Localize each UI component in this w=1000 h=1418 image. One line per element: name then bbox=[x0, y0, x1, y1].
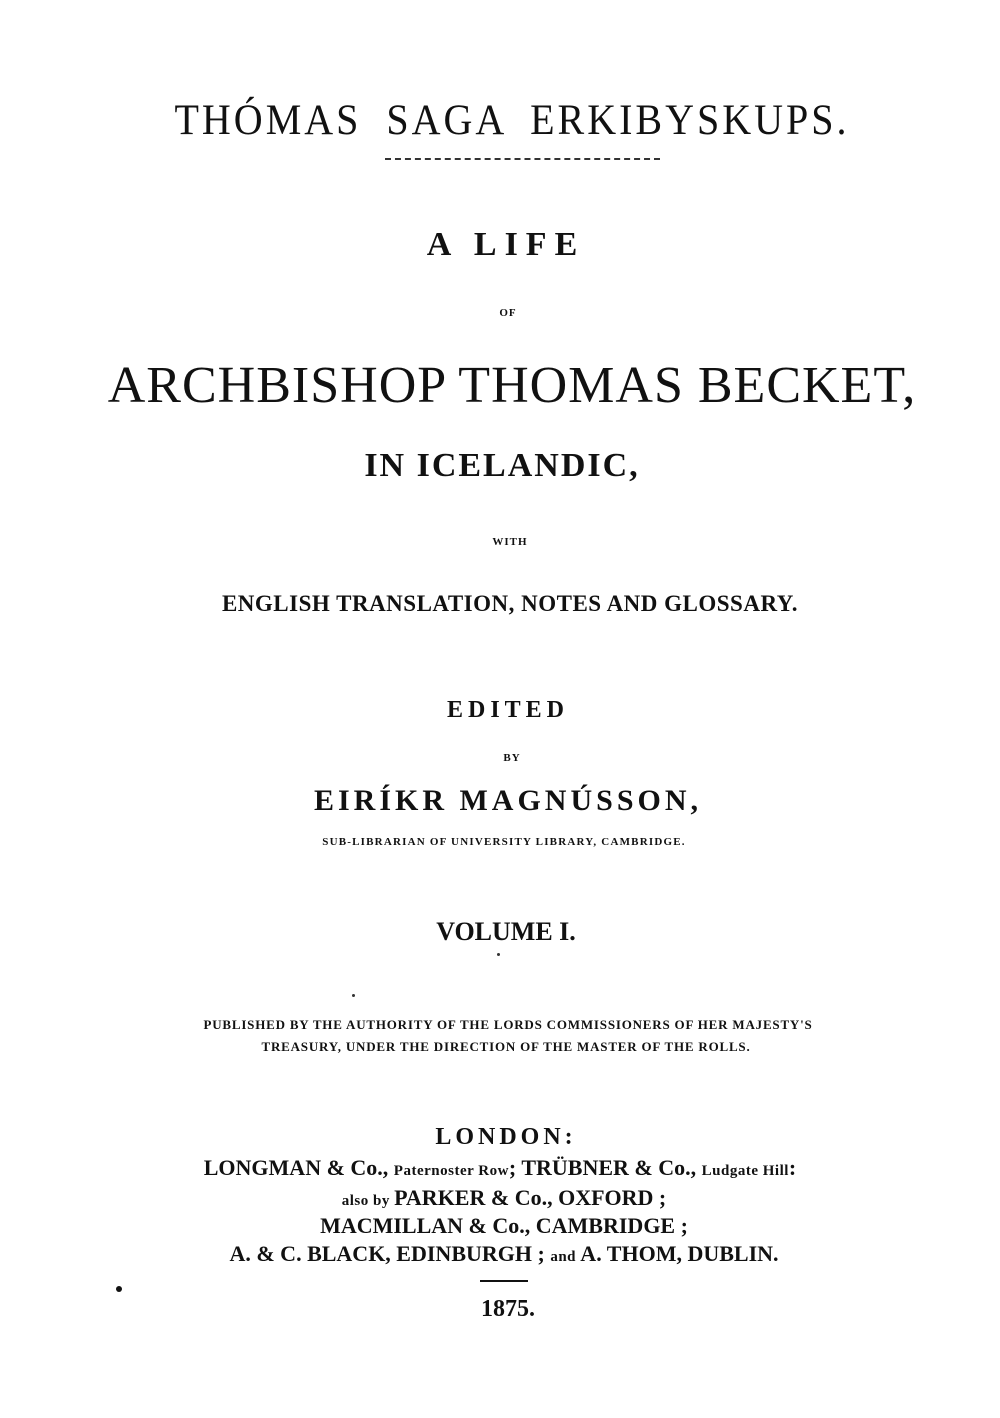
editor-name: EIRÍKR MAGNÚSSON, bbox=[313, 784, 703, 817]
subject-title: ARCHBISHOP THOMAS BECKET, bbox=[107, 357, 917, 414]
publication-year: 1875. bbox=[481, 1296, 535, 1322]
publisher-thom: A. THOM, DUBLIN. bbox=[576, 1241, 779, 1266]
of-word: OF bbox=[499, 307, 517, 319]
line-end: : bbox=[788, 1155, 797, 1180]
dashed-rule bbox=[385, 158, 660, 160]
apparatus-line: ENGLISH TRANSLATION, NOTES AND GLOSSARY. bbox=[221, 591, 799, 616]
life-heading: A LIFE bbox=[426, 226, 586, 263]
publisher-trubner: TRÜBNER & Co., bbox=[521, 1155, 702, 1180]
language-line: IN ICELANDIC, bbox=[364, 447, 640, 484]
margin-dot bbox=[116, 1286, 122, 1292]
and-word: and bbox=[550, 1249, 577, 1265]
address-ludgate: Ludgate Hill bbox=[701, 1163, 789, 1179]
also-by-text: also by bbox=[341, 1193, 395, 1209]
publisher-black: A. & C. BLACK, EDINBURGH ; bbox=[229, 1241, 551, 1266]
by-word: BY bbox=[503, 752, 521, 764]
imprint-line-1 bbox=[0, 1155, 1000, 1181]
imprint-line-2 bbox=[4, 1185, 1000, 1211]
authority-line-2: TREASURY, UNDER THE DIRECTION OF THE MASTER OF THE ROLLS. bbox=[261, 1039, 751, 1054]
print-speck bbox=[352, 994, 355, 997]
saga-title: THÓMAS SAGA ERKIBYSKUPS. bbox=[174, 95, 850, 144]
imprint-line-3: MACMILLAN & Co., CAMBRIDGE ; bbox=[320, 1213, 688, 1238]
print-speck bbox=[497, 953, 500, 956]
address-paternoster: Paternoster Row bbox=[393, 1163, 509, 1179]
imprint-city: LONDON: bbox=[435, 1124, 577, 1150]
edited-label: EDITED bbox=[446, 697, 570, 723]
separator: ; bbox=[508, 1155, 522, 1180]
volume-label: VOLUME I. bbox=[436, 917, 576, 946]
publisher-longman: LONGMAN & Co., bbox=[203, 1155, 394, 1180]
with-word: WITH bbox=[492, 536, 528, 548]
short-rule bbox=[480, 1280, 528, 1282]
editor-title: SUB-LIBRARIAN OF UNIVERSITY LIBRARY, CAMBRIDGE. bbox=[322, 836, 686, 848]
authority-line-1: PUBLISHED BY THE AUTHORITY OF THE LORDS COMMISSIONERS OF HER MAJESTY'S bbox=[203, 1017, 813, 1032]
publisher-parker: PARKER & Co., OXFORD ; bbox=[394, 1185, 667, 1210]
imprint-line-4 bbox=[4, 1241, 1000, 1267]
